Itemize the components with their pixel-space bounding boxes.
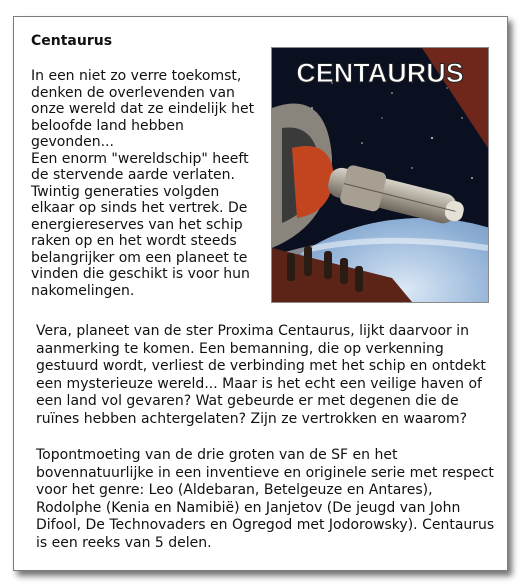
intro-paragraph-2: Een enorm "wereldschip" heeft de stervende aarde verlaten. Twintig generaties volgden elkaar op sinds het vertrek. De energiereserves van het schip raken op en het wordt steeds belangrijker om een planeet te vinden die geschikt is voor hun nakomelingen. xyxy=(31,150,250,299)
album-cover-image xyxy=(271,47,489,303)
intro-text xyxy=(31,68,264,299)
series-note-paragraph: Topontmoeting van de drie groten van de SF en het bovennatuurlijke in een inventieve en originele serie met respect voor het genre: Leo (Aldebaran, Betelgeuze en Antares), Rodolphe (Kenia en Namibië) en Janjetov (De jeugd van John Difool, De Technovaders en Ogregod met Jodorowsky). Centaurus is een reeks van 5 delen. xyxy=(36,447,495,551)
article-card xyxy=(13,16,508,571)
description-paragraph: Vera, planeet van de ster Proxima Centaurus, lijkt daarvoor in aanmerking te komen. Een bemanning, die op verkenning gestuurd wordt, verliest de verbinding met het schip en ontdekt een mysterieuze wereld... Maar is het echt een veilige haven of een land vol gevaren? Wat gebeurde er met degenen die de ruïnes hebben achtergelaten? Zijn ze vertrokken en waarom? xyxy=(36,323,486,427)
intro-paragraph-1: In een niet zo verre toekomst, denken de overlevenden van onze wereld dat ze eindelijk het beloofde land hebben gevonden... xyxy=(31,68,255,150)
series-note-text xyxy=(36,447,501,552)
cover-illustration xyxy=(272,48,488,302)
description-text xyxy=(36,323,501,428)
cover-logo: CENTAURUS xyxy=(296,58,464,88)
article-title: Centaurus xyxy=(31,33,113,49)
